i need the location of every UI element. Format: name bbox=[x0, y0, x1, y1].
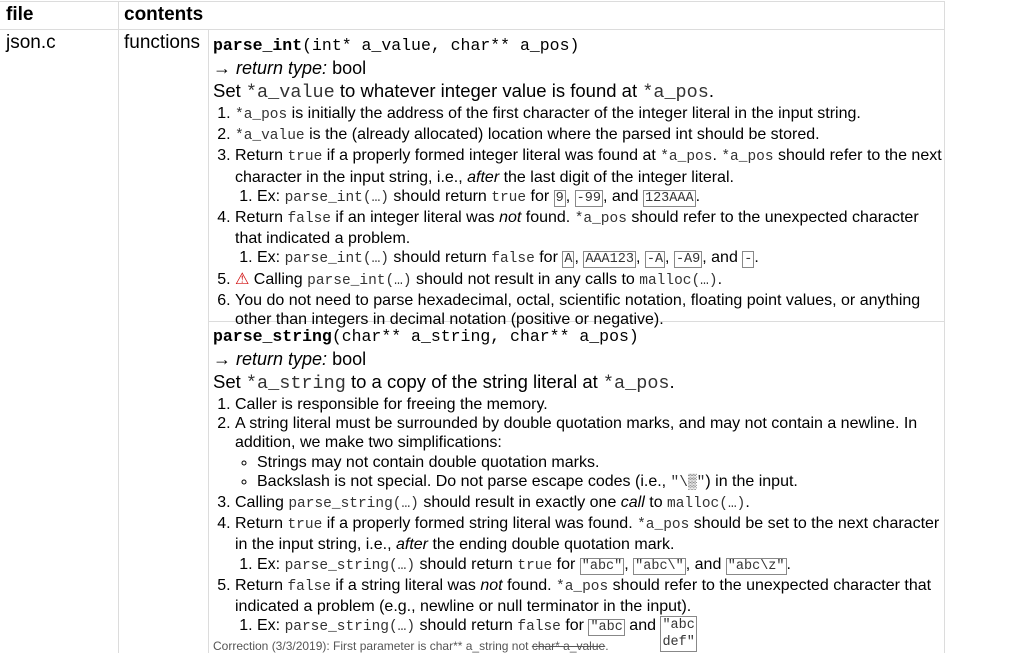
bullet-item: ◦ Strings may not contain double quotation marks. bbox=[257, 453, 943, 472]
list-item: 4. Return false if an integer literal was not found. *a_pos should refer to the unexpected character that indicated a problem. 1. Ex: parse_int(…) should return false for A , AAA123 , -A , -A9 , and - . bbox=[235, 208, 943, 270]
bullet-item: ◦ Backslash is not special. Do not parse escape codes (i.e., "\▒") in the input. bbox=[257, 472, 943, 493]
parse-int-rules bbox=[213, 104, 943, 329]
list-item: 1. Caller is responsible for freeing the memory. bbox=[235, 395, 943, 414]
parse-int-summary: Set *a_value to whatever integer value is found at *a_pos. bbox=[213, 80, 715, 103]
list-item: 5. Return false if a string literal was not found. *a_pos should refer to the unexpected character that indicated a problem (e.g., newline or null terminator in the input). 1. Ex: parse_string(…) should return false for "abc and "abc def" bbox=[235, 576, 943, 652]
function-name: parse_int bbox=[213, 36, 303, 55]
section-label: functions bbox=[124, 32, 201, 53]
function-params: (int* a_value, char** a_pos) bbox=[302, 36, 580, 55]
list-item: 3. Return true if a properly formed integer literal was found at *a_pos. *a_pos should refer to the next character in the input string, i.e., after the last digit of the integer literal. 1. Ex: parse_int(…) should return true for 9 , -99 , and 123AAA . bbox=[235, 146, 943, 208]
list-item: 2. A string literal must be surrounded by double quotation marks, and may not contain a newline. In addition, we make two simplifications: ◦ Strings may not contain double quotation marks. ◦ Backslash is not special. Do not parse escape codes (i.e., "\▒") in the input. bbox=[235, 414, 943, 493]
multiline-example: "abc def" bbox=[662, 618, 695, 651]
header-contents: contents bbox=[124, 4, 204, 25]
table-border-right bbox=[944, 1, 945, 653]
example-item: 1. Ex: parse_int(…) should return true for 9 , -99 , and 123AAA . bbox=[257, 187, 943, 208]
parse-string-rules bbox=[213, 395, 943, 652]
function-params: (char** a_string, char** a_pos) bbox=[331, 327, 639, 346]
correction-note: Correction (3/3/2019): First parameter is char** a_string not char* a_value. bbox=[213, 639, 609, 653]
column-divider-1 bbox=[118, 1, 119, 653]
arrow-icon: → bbox=[213, 349, 231, 369]
header-file: file bbox=[6, 4, 34, 25]
parse-int-signature bbox=[213, 35, 943, 57]
list-item: 1. *a_pos is initially the address of the first character of the integer literal in the input string. bbox=[235, 104, 943, 125]
parse-string-return: → return type: bool bbox=[213, 349, 367, 369]
example-item: 1. Ex: parse_string(…) should return false for "abc and "abc def" bbox=[257, 616, 943, 652]
list-item: 5. ⚠ Calling parse_int(…) should not result in any calls to malloc(…). bbox=[235, 270, 943, 291]
column-divider-2 bbox=[208, 29, 209, 653]
list-item: 6. You do not need to parse hexadecimal, octal, scientific notation, floating point values, or anything other than integers in decimal notation (positive or negative). bbox=[235, 291, 943, 329]
parse-string-summary: Set *a_string to a copy of the string literal at *a_pos. bbox=[213, 371, 675, 394]
list-item: 3. Calling parse_string(…) should result in exactly one call to malloc(…). bbox=[235, 493, 943, 514]
parse-int-block bbox=[213, 35, 943, 329]
example-item: 1. Ex: parse_int(…) should return false for A , AAA123 , -A , -A9 , and - . bbox=[257, 248, 943, 269]
arrow-icon: → bbox=[213, 58, 231, 78]
file-name: json.c bbox=[6, 32, 56, 53]
function-name: parse_string bbox=[213, 327, 332, 346]
parse-string-signature bbox=[213, 326, 943, 348]
parse-string-block bbox=[213, 326, 943, 652]
parse-int-return: → return type: bool bbox=[213, 58, 367, 78]
example-item: 1. Ex: parse_string(…) should return true for "abc" , "abc\" , and "abc\z" . bbox=[257, 555, 943, 576]
header-divider bbox=[0, 29, 945, 30]
table-border-top bbox=[0, 1, 945, 2]
warning-icon: ⚠ bbox=[235, 270, 250, 288]
list-item: 2. *a_value is the (already allocated) location where the parsed int should be stored. bbox=[235, 125, 943, 146]
list-item: 4. Return true if a properly formed string literal was found. *a_pos should be set to the next character in the input string, i.e., after the ending double quotation mark. 1. Ex: parse_string(…) should return true for "abc" , "abc\" , and "abc\z" . bbox=[235, 514, 943, 576]
